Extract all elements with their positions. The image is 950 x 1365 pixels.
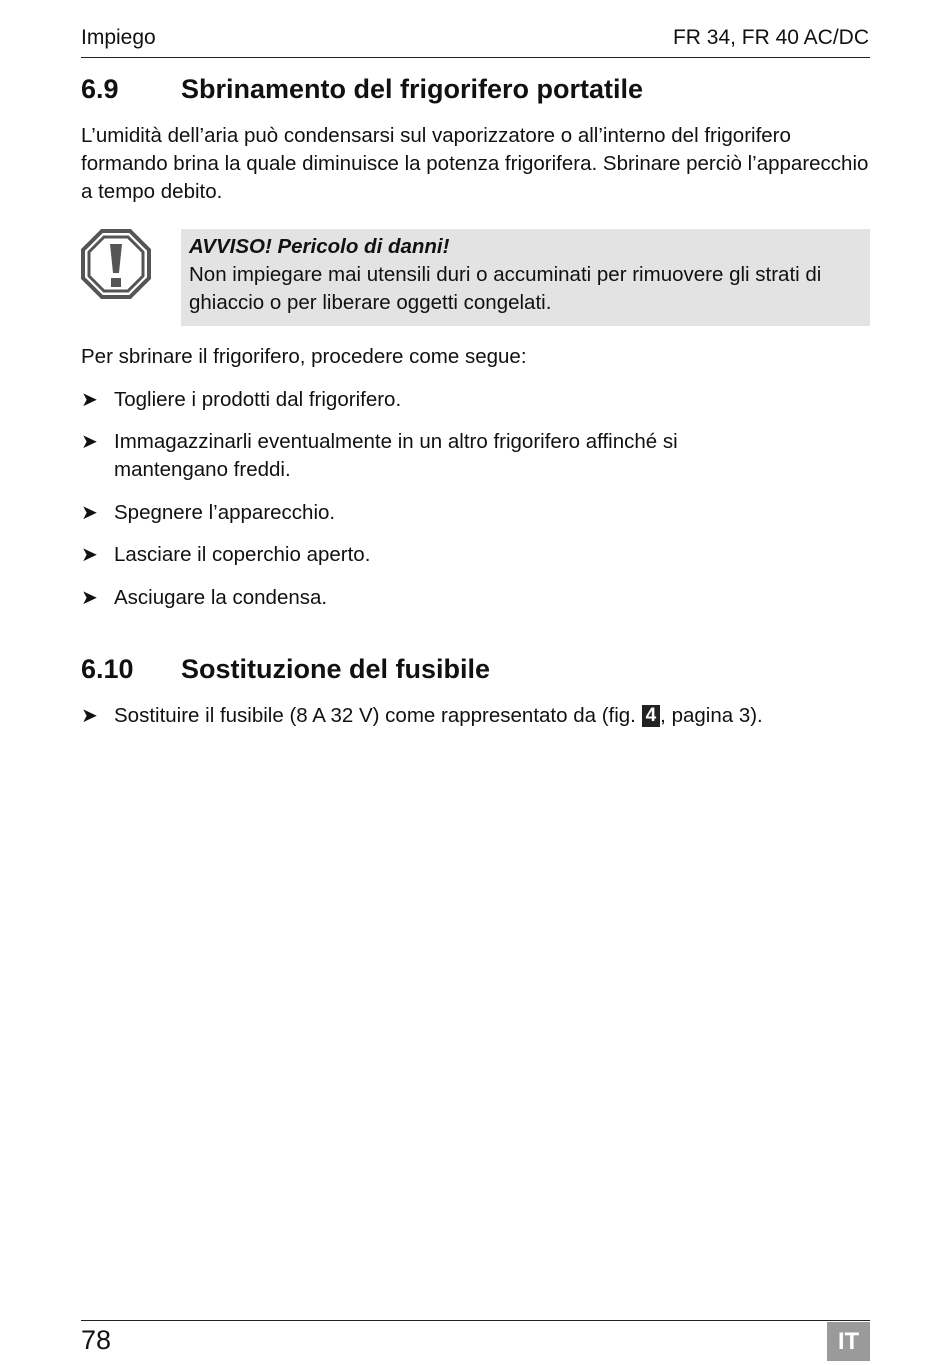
arrow-bullet-icon: ➤ [81, 705, 98, 727]
section-title: Sostituzione del fusibile [181, 654, 491, 684]
list-item [81, 386, 871, 414]
list-item [81, 499, 871, 527]
list-item [81, 428, 871, 484]
list-item [81, 702, 871, 730]
step-text-before: Sostituire il fusibile (8 A 32 V) come rappresentato da (fig. [114, 704, 636, 727]
step-text-after: , pagina 3). [660, 704, 763, 727]
step-text [114, 702, 871, 730]
arrow-bullet-icon: ➤ [81, 587, 98, 609]
arrow-bullet-icon: ➤ [81, 502, 98, 524]
exclamation-octagon-icon [80, 228, 152, 300]
list-item [81, 541, 871, 569]
arrow-bullet-icon: ➤ [81, 431, 98, 453]
header-divider [81, 57, 870, 58]
running-header-section: Impiego [81, 26, 156, 49]
section-heading-6-10 [81, 654, 871, 688]
section-number: 6.9 [81, 74, 119, 104]
notice-text: Non impiegare mai utensili duri o accuminati per rimuovere gli strati di ghiaccio o per liberare oggetti congelati. [189, 263, 822, 314]
language-tab: IT [827, 1322, 870, 1361]
step-text: Spegnere l’apparecchio. [114, 501, 336, 524]
footer-divider [81, 1320, 870, 1321]
section-title: Sbrinamento del frigorifero portatile [181, 74, 644, 104]
arrow-bullet-icon: ➤ [81, 544, 98, 566]
step-text: Lasciare il coperchio aperto. [114, 543, 371, 566]
procedure-intro: Per sbrinare il frigorifero, procedere come segue: [81, 345, 527, 368]
section-heading-6-9 [81, 74, 871, 108]
list-item [81, 584, 871, 612]
intro-paragraph: L’umidità dell’aria può condensarsi sul vaporizzatore o all’interno del frigorifero formando brina la quale diminuisce la potenza frigorifera. Sbrinare perciò l’apparecchio a tempo debito. [81, 124, 869, 203]
page-number: 78 [81, 1325, 112, 1355]
figure-reference-badge: 4 [642, 705, 661, 727]
arrow-bullet-icon: ➤ [81, 389, 98, 411]
step-text: Asciugare la condensa. [114, 586, 328, 609]
running-header-model: FR 34, FR 40 AC/DC [672, 26, 869, 49]
notice-title: AVVISO! Pericolo di danni! [189, 235, 450, 258]
section-number: 6.10 [81, 654, 134, 684]
step-text: Immagazzinarli eventualmente in un altro frigorifero affinché si mantengano freddi. [114, 430, 678, 481]
step-text: Togliere i prodotti dal frigorifero. [114, 388, 402, 411]
